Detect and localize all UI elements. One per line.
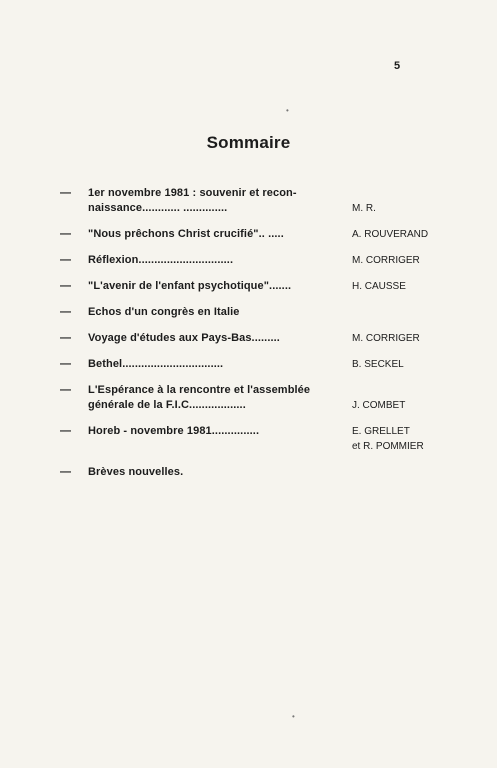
toc-entry (60, 305, 440, 320)
entry-author: M. CORRIGER (352, 255, 420, 266)
toc-entry (60, 331, 440, 346)
toc-entry (60, 424, 440, 454)
toc-entry (60, 383, 440, 413)
entry-dash: — (60, 384, 71, 396)
toc-entry (60, 279, 440, 294)
entry-title: L'Espérance à la rencontre et l'assemblée générale de la F.I.C.................. (88, 384, 311, 411)
entry-author: M. CORRIGER (352, 333, 420, 344)
entry-author: A. ROUVERAND (352, 229, 429, 240)
toc-entry (60, 357, 440, 372)
entry-dash: — (60, 332, 71, 344)
print-speck: • (292, 712, 295, 721)
toc-entry (60, 186, 440, 216)
entry-dash: — (60, 466, 71, 478)
entry-title: Réflexion.............................. (88, 254, 234, 266)
entry-dash: — (60, 254, 71, 266)
page-number: 5 (394, 60, 401, 72)
entry-author: E. GRELLET et R. POMMIER (352, 426, 424, 452)
entry-dash: — (60, 358, 71, 370)
entry-title: 1er novembre 1981 : souvenir et recon- naissance............ .............. (88, 187, 297, 214)
toc-entry (60, 465, 440, 480)
entry-title: "Nous prêchons Christ crucifié".. ..... (88, 228, 284, 240)
entry-title: Echos d'un congrès en Italie (88, 306, 240, 318)
page-title: Sommaire (206, 133, 291, 152)
entry-author: B. SECKEL (352, 359, 404, 370)
entry-author: J. COMBET (352, 400, 406, 411)
entry-title: "L'avenir de l'enfant psychotique"....... (88, 280, 292, 292)
print-speck: • (286, 106, 289, 115)
entry-dash: — (60, 306, 71, 318)
entry-author: M. R. (352, 203, 376, 214)
table-of-contents (60, 186, 440, 491)
entry-dash: — (60, 228, 71, 240)
entry-title: Brèves nouvelles. (88, 466, 184, 478)
entry-title: Voyage d'études aux Pays-Bas......... (88, 332, 280, 344)
entry-title: Bethel................................ (88, 358, 224, 370)
entry-author: H. CAUSSE (352, 281, 406, 292)
entry-dash: — (60, 187, 71, 199)
entry-dash: — (60, 425, 71, 437)
toc-entry (60, 227, 440, 242)
entry-dash: — (60, 280, 71, 292)
entry-title: Horeb - novembre 1981............... (88, 425, 260, 437)
toc-entry (60, 253, 440, 268)
